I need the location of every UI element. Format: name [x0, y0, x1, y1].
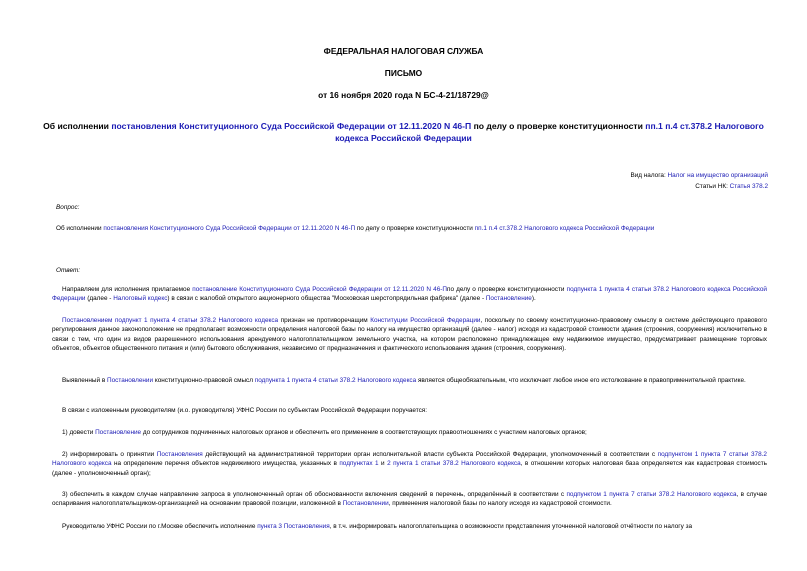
tax-code-article-link[interactable]: подпункта 1 пункта 4 статьи 378.2 Налогового кодекса [254, 377, 417, 384]
subject-text: по делу о проверке конституционности [471, 121, 646, 131]
articles-label: Статьи НК: [695, 183, 730, 190]
paragraph-text: Направляем для исполнения прилагаемое [62, 286, 193, 293]
agency-title: ФЕДЕРАЛЬНАЯ НАЛОГОВАЯ СЛУЖБА [323, 46, 484, 56]
document-subject [40, 120, 767, 144]
resolution-link[interactable]: постановления Конституционного Суда Российской Федерации от 12.11.2020 N 46-П [103, 225, 356, 232]
tax-code-link[interactable]: Налоговый кодекс [113, 295, 168, 303]
document-type: ПИСЬМО [384, 68, 423, 78]
tax-type-line [630, 171, 768, 180]
answer-label: Ответ: [56, 267, 81, 274]
subject-text: Об исполнении [43, 121, 112, 131]
tax-code-article-link[interactable]: подпунктах 1 [339, 460, 379, 468]
paragraph-text: 2) информировать о принятии [62, 451, 157, 458]
answer-paragraph-3 [52, 376, 767, 385]
question-label: Вопрос: [56, 204, 80, 211]
paragraph-text: , поскольку по своему конституционно-правовому смыслу в системе действующего правового регулирования данное законоположение не предполагает возможности определения налоговой базы по налогу на имущество организаций (далее - налог) исходя из кадастровой стоимости здания (строения, сооружения) исключительно в связи с тем, что один из видов разрешенного использования арендуемого налогоплательщиком земельного участка, на котором расположено принадлежащее ему недвижимое имущество, предусматривает размещение торговых объектов, объектов общественного питания и (или) бытового обслуживания, независимо от предназначения и фактического использования здания (строения, сооружения). [52, 317, 768, 352]
answer-paragraph-8 [52, 522, 767, 531]
resolution-link[interactable]: Постановлении [107, 377, 154, 384]
paragraph-text: , в отношении которых налоговая база определяется как кадастровая стоимость (далее - уполномоченный орган); [52, 460, 767, 477]
tax-code-articles-line [695, 182, 768, 191]
tax-code-article-link[interactable]: подпунктом 1 пункта 7 статьи 378.2 Налогового кодекса [52, 451, 767, 468]
paragraph-text: признан не противоречащим [278, 317, 371, 324]
answer-paragraph-4: В связи с изложенным руководителям (и.о. руководителя) УФНС России по субъектам Российской Федерации поручается: [62, 407, 428, 414]
resolution-link[interactable]: постановления Конституционного Суда Российской Федерации от 12.11.2020 N 46-П [111, 121, 472, 131]
document-date-number: от 16 ноября 2020 года N БС-4-21/18729@ [318, 90, 489, 100]
tax-type-link[interactable]: Налог на имущество организаций [667, 172, 768, 179]
paragraph-text: и [378, 460, 388, 468]
answer-paragraph-1 [52, 285, 767, 304]
tax-code-article-link[interactable]: пп.1 п.4 ст.378.2 Налогового кодекса Российской Федерации [474, 225, 655, 232]
paragraph-text: Выявленный в [62, 377, 108, 384]
paragraph-text: по делу о проверке конституционности [447, 286, 567, 293]
question-text [56, 224, 767, 233]
resolution-link[interactable]: Постановления [156, 451, 203, 458]
resolution-link[interactable]: постановление Конституционного Суда Российской Федерации от 12.11.2020 N 46-П [192, 286, 448, 293]
question-text-part: по делу о проверке конституционности [355, 225, 475, 232]
constitution-link[interactable]: Конституции Российской Федерации [370, 317, 481, 324]
tax-code-article-link[interactable]: 2 пункта 1 статьи 378.2 Налогового кодекса [387, 460, 521, 468]
article-link[interactable]: Статья 378.2 [729, 183, 768, 190]
question-text-part: Об исполнении [56, 225, 104, 232]
tax-code-article-link[interactable]: пп.1 п.4 ст.378.2 Налогового кодекса Российской Федерации [335, 121, 764, 143]
answer-paragraph-2 [52, 316, 767, 353]
tax-code-article-link[interactable]: подпунктом 1 пункта 7 статьи 378.2 Налогового кодекса [566, 491, 737, 498]
resolution-section-link[interactable]: пункта 3 Постановления [257, 523, 330, 530]
paragraph-text: 1) довести [62, 429, 96, 436]
answer-paragraph-6 [52, 450, 767, 478]
paragraph-text: (далее - [85, 295, 114, 303]
paragraph-text: Руководителю УФНС России по г.Москве обеспечить исполнение [62, 523, 258, 530]
paragraph-text: до сотрудников подчиненных налоговых органов и обеспечить его применение в соответствующих правоотношениях с участием налоговых органов; [141, 429, 587, 436]
paragraph-text: , применения налоговой базы по налогу исходя из кадастровой стоимости. [388, 500, 612, 508]
resolution-link[interactable]: Постановлении [342, 500, 389, 508]
paragraph-text: , в случае оспаривания налогоплательщиком-организацией на основании правовой позиции, изложенной в [52, 491, 768, 508]
paragraph-text: действующий на административной территории орган исполнительной власти субъекта Российской Федерации, уполномоченный в соответствии с [202, 451, 658, 458]
paragraph-text: ). [531, 295, 536, 303]
tax-type-label: Вид налога: [630, 172, 668, 179]
paragraph-text: конституционно-правовой смысл [153, 377, 255, 384]
paragraph-text: ) в связи с жалобой открытого акционерного общества "Московская шерстопрядильная фабрика" (далее - [167, 295, 486, 303]
tax-code-article-link[interactable]: подпункта 1 пункта 4 статьи 378.2 Налогового кодекса Российской Федерации [52, 286, 767, 303]
answer-paragraph-5 [52, 428, 767, 437]
resolution-link[interactable]: Постановлением [62, 317, 113, 324]
tax-code-article-link[interactable]: подпункт 1 пункта 4 статьи 378.2 Налогового кодекса [114, 317, 279, 324]
answer-paragraph-7 [52, 490, 767, 509]
paragraph-text: на определение перечня объектов недвижимого имущества, указанных в [111, 460, 340, 468]
paragraph-text: является общеобязательным, что исключает любое иное его истолкование в правоприменительной практике. [416, 377, 746, 384]
resolution-link[interactable]: Постановление [485, 295, 532, 303]
resolution-link[interactable]: Постановление [95, 429, 142, 436]
paragraph-text: , в т.ч. информировать налогоплательщика о возможности представления уточненной налоговой отчётности по налогу за [329, 523, 693, 530]
paragraph-text: 3) обеспечить в каждом случае направление запроса в уполномоченный орган об обоснованности включения сведений в перечень, определённый в соответствии с [62, 491, 567, 498]
